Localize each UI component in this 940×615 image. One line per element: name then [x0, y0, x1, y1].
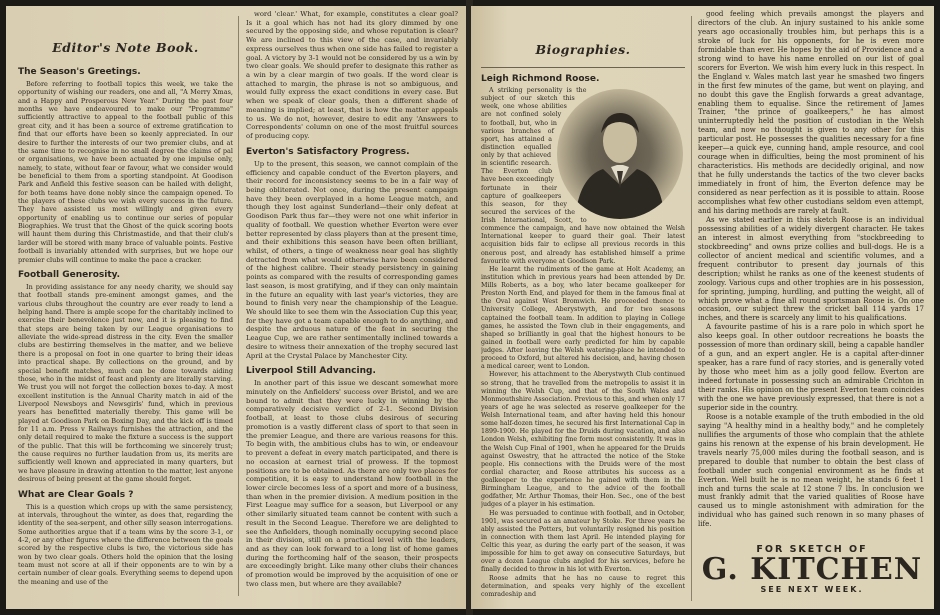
advert-line-1: FOR SKETCH OF: [756, 544, 868, 555]
biographies-column-2: [698, 10, 924, 530]
biographies-column-1: [481, 20, 685, 605]
section-title: What are Clear Goals ?: [18, 489, 134, 500]
paragraph: Up to the present, this season, we cannot complain of the efficiency and capable conduct of the Everton players, and their record for inconsistency seems to be in a fair way of being obliterated. Not once, during the present campaign have they been overplayed in a home League match, and though they lost against Sunderland—their only defeat at Goodison Park thus far—they were not one whit inferior in quality of football. We question whether Everton were ever better represented by class players than at the present time, and their exhibitions this season have been often brilliant, whilst, of others, a tinge of weakness near goal has slightly detracted from what would otherwise have been considered of the highest calibre. Their steady persistency in gaining points as compared with the results of corresponding games last season, is most gratifying, and if they can only maintain in the future an equality with last year's victories, they are bound to finish very near the championship of the League. We should like to see them win the Association Cup this year, for they have got a team capable enough to do anything, and despite the arduous nature of the feat in securing the League Cup, we are rather sentimentally inclined towards a desire to witness their annexation of the trophy secured last April at the Crystal Palace by Manchester City.: [246, 159, 458, 360]
section-title: Liverpool Still Advancing.: [246, 366, 376, 377]
paragraph: He learnt the rudiments of the game at Holt Academy, an institution which in previous years had been attended by Dr. Mills Roberts, as a boy, who later became goalkeeper for Preston North End, and played for them in the famous final at the Oval against West Bromwich. He proceeded thence to University College, Aberystwyth, and for two seasons captained the football team. In addition to playing in College games, he assisted the Town club in their engagements, and shaped so brilliantly in goal that the highest honours to be gained in football were early predicted for him by capable judges. After leaving the Welsh watering-place he intended to proceed to Oxford, but altered his decision, and, having chosen a medical career, went to London.: [481, 265, 685, 371]
paragraph: However, his attachment to the Aberystwyth Club continued so strong, that he travelled from the metropolis to assist it in winning the Welsh Cup, and that of the South Wales and Monmouthshire Association. Previous to this, and when only 17 years of age he was selected as reserve goalkeeper for the Welsh International team, and after having held this honour some half-dozen times, he secured his first International Cap in 1899-1900. He played for the Druids during vacation, and also London Welsh, exhibiting fine form most consistently. It was in the Welsh Cup Final of 1901, when he appeared for the Druids against Oswestry, that he attracted the notice of the Stoke people. His connections with the Druids were of the most cordial character, and Roose attributes his success as a goalkeeper to the experience he gained with them in the Birmingham League, and to the advice of the football godfather, Mr. Arthur Thomas, their Hon. Sec., one of the best judges of a player in his estimation.: [481, 371, 685, 509]
editors-column-1: [18, 20, 233, 605]
paragraph: Roose admits that he has no cause to regret this determination, and speaks very highly of the excellent comradeship and: [481, 574, 685, 598]
paragraph: Before referring to football topics this week, we take the opportunity of wishing our readers, one and all, "A Merry Xmas, and a Happy and Prosperous New Year." During the past four months we have endeavoured to make our "Programme" sufficiently attractive to appeal to the football public of this great city, and it has been a source of extreme gratification to find that our efforts have been so keenly appreciated. In our desire to further the interests of our two premier clubs, and at the same time to recognise in no small degree the claims of pal or organisations, we have been actuated by one impulse only, namely, to state, without fear or favour, what we consider would be beneficial to them from a sporting standpoint. At Goodison Park and Anfield this festive season can be hailed with delight, for both teams have done nobly since the campaign opened. To the players of these clubs we wish every success in the future. They have assisted us most willingly and given every opportunity of enabling us to continue our series of popular Biographies. We trust that the Ghost of the quick scoring boots will haunt them during this Christmastide, and that their club's larder will be stored with many brace of valuable points. Festive football is invariably attended with surprises, but we hope our premier clubs will continue to make the pace a cracker.: [18, 80, 233, 264]
heading-rule: [481, 67, 685, 68]
paragraph: good feeling which prevails amongst the players and directors of the club. An injury sustained to his ankle some years ago occasionally troubles him, but perhaps this is a stroke of luck for his opponents, for he is even more formidable than ever. He hopes by the aid of Providence and a strong wind to have his name enrolled on our list of goal scorers for Everton. We wish him every luck in this respect. In the England v. Wales match last year he smashed two fingers in the first few minutes of the game, but went on playing, and no doubt this gave the English forwards a great advantage, enabling them to equalise. Since the retirement of James Trainer, "the prince of goalkeepers," he has almost uninterruptedly held the position of custodian in the Welsh team, and now no thought is given to any other for this particular post. He possesses the qualities necessary for a fine keeper—a quick eye, cunning hand, ample resource, and cool courage when in difficulties, being the most prominent of his characteristics. His methods are decidedly original, and now that he fully understands the tactics of the two clever backs immediately in front of him, the Everton defence may be considered as near perfection as it is possible to attain. Roose accomplishes what few other custodians seldom even attempt, and his daring methods are rarely at fault.: [698, 10, 924, 215]
section-title: Everton's Satisfactory Progress.: [246, 146, 410, 157]
section-title: The Season's Greetings.: [18, 67, 141, 77]
advert-line-3: SEE NEXT WEEK.: [760, 585, 864, 594]
paragraph: A favourite pastime of his is a rare polo in which sport he also keeps goal. In other outdoor recreations he boasts the possession of more than ordinary skill, being a capable handler of a gun, and an expert angler. He is a capital after-dinner speaker, has a rare fund of racy stories, and is generally voted by those who meet him as a jolly good fellow. Everton are indeed fortunate in possessing such an admirable Crichton in their ranks. His opinion on the present Everton team coincides with the one we have previously expressed, that there is not a superior side in the country.: [698, 323, 924, 412]
section-title: Football Generosity.: [18, 269, 121, 280]
paragraph: He was persuaded to continue with football, and in October, 1901, was secured as an amateur by Stoke. For three years he ably assisted the Potters, but voluntarily resigned his position in connection with them last April. He intended playing for Celtic this year, as during the early part of the season, it was impossible for him to get away on consecutive Saturdays, but over a dozen League clubs angled for his services, before he finally decided to throw in his lot with Everton.: [481, 509, 685, 574]
section-title: Leigh Richmond Roose.: [481, 74, 600, 84]
column-divider: [238, 16, 239, 596]
paragraph: word 'clear.' What, for example, constitutes a clear goal? Is it a goal which has not had its glory dimmed by one secured by the opposing side, and whose reputation is clear? We are inclined to this view of the case, and invariably express ourselves thus when one side has failed to register a goal. A victory by 3-1 would not be considered by us a win by two clear goals. We should prefer to designate this rather as a win by a clear margin of two goals. If the word clear is attached to margin, the phrase is not so ambiguous, and would fully express the exact conditions in every case. But when we speak of clear goals, then a different shade of meaning is implied; at least, that is how the matter appeals to us. We do not, however, desire to edit any 'Answers to Correspondents' column on one of the most fruitful sources of producing copy.: [246, 10, 458, 141]
paragraph: In another part of this issue we descant somewhat more minutely on the Anfielders' success over Bristol, and we are bound to admit that they were lucky in winning by the comparatively decisive verdict of 2-1. Second Division football, at least to those clubs desirous of securing promotion is a vastly different class of sport to that seen in the premier League, and there are various reasons for this. To begin with, the ambitious clubs has to win, or endeavour to prevent a defeat in every match participated, and there is no occasion at earnest trial of prowess. If the topmost positions are to be obtained. As there are only two places for competition, it is easy to understand how football in the lower circle becomes less of a sport and more of a business, than when in the premier division. A medium position in the First League may suffice for a season, but Liverpool or any other similarly situated team cannot be content with such a result in the Second League. Therefore we are delighted to see the Anfielders, though nominally occupying second place in their division, still on a practical level with the leaders, and as they can look forward to a long list of home games during the forthcoming half of the season, their prospects are exceedingly bright. Like many other clubs their chances of promotion would be improved by the acquisition of one or two class men, but where are they available?: [246, 379, 458, 588]
editors-note-book-heading: Editor's Note Book.: [52, 40, 199, 55]
right-page: [471, 6, 934, 609]
paragraph: Roose is a notable example of the truth embodied in the old saying "A healthy mind in a healthy body," and he completely nullifies the arguments of those who complain that the athlete gains his renown at the expense of his brain development. He travels nearly 75,000 miles during the football season, and is prepared to double that number to obtain the best class of football under such congenial environment as he finds at Everton. Well built he is no mean weight, he stands 6 feet 1 inch and turns the scale at 12 stone 7 lbs. In conclusion we must frankly admit that the varied qualities of Roose have caused us to mingle astonishment with admiration for the individual who has gained such renown in so many phases of life.: [698, 412, 924, 529]
paragraph: As we stated earlier in this sketch Roose is an individual possessing abilities of a widely divergent character. He takes an interest in almost everything from "stockbreeding to stockbreeding" and owns prize collies and bull-dogs. He is a collector of ancient medical and scientific volumes, and a frequent contributor to present day journals of this description; whilst he ranks as one of the keenest students of zoology. Various cups and other trophies are in his possession, for sprinting, jumping, hurdling, and putting the weight, all of which prove what a fine all round sportsman Roose is. On one occasion, our subject threw the cricket ball 114 yards 17 inches, and there is scarcely any limit to his qualifications.: [698, 215, 924, 323]
paragraph: This is a question which crops up with the same persistency, at intervals, throughout the winter, as does that, regarding the identity of the sea-serpent, and other silly season interrogations. Some authorities argue that if a team wins by the score 3-1, or 4-2, or any other figures where the difference between the goals scored by the respective clubs is two, the victorious side has won by two clear goals. Others hold the opinion that the losing team must not score at all if their opponents are to win by a certain number of clear goals. Everything seems to depend upon the meaning and use of the: [18, 502, 233, 586]
biographies-heading: Biographies.: [535, 42, 631, 57]
next-week-advert: [699, 536, 925, 600]
advert-name: G. KITCHEN: [701, 552, 923, 587]
left-page: [6, 6, 468, 609]
portrait-photo: [557, 89, 685, 221]
paragraph: In providing assistance for any needy charity, we should say that football stands pre-eminent amongst games, and the various clubs throughout the country are ever ready to lend a helping hand. There is ample scope for the charitably inclined to exercise their benevolence just now, and it is pleasing to find that steps are being taken by our League organisations to alleviate the wide-spread distress in the city. Even the smaller clubs are bestirring themselves in the matter, and we believe there is a proposal on foot in one quarter to bring their ideas into practical shape. By collections on the ground, and by special benefit matches, much can be done towards aiding those, who in the midst of feast and plenty are literally starving. We trust you will not forget the collection boxes to-day. A most excellent institution is the Annual Charity match in aid of the Liverpool Newsboys and Newsgirls' fund, which in previous years has benefitted materially thereby. This game will be played at Goodison Park on Boxing Day, and the kick off is timed for 11 a.m. Press v Railways furnishes the attraction, and the only detail required to make the fixture a success is the support of the public. That this will be forthcoming we sincerely trust; the cause requires no further laudation from us, its merits are sufficiently well known and appreciated in many quarters, but we have pleasure in drawing attention to the matter, lest anyone desirous of being present at the game should forget.: [18, 282, 233, 484]
column-divider: [691, 16, 692, 601]
editors-column-2: [246, 10, 458, 605]
paragraph: A striking personality is the subject of our sketch this week, one whose abilities are not confined solely to football, but, who in various branches of sport, has attained a distinction equalled only by that achieved in scientific research. The Everton club have been exceedingly fortunate in their capture of goalkeepers this season, for they secured the services of the Irish International, Scott, to commence the campaign, and have now obtained the Welsh International keeper to guard their goal. Their latest acquisition bids fair to eclipse all previous records in this onerous post, and already has established himself a prime favourite with everyone at Goodison Park.: [481, 87, 685, 265]
